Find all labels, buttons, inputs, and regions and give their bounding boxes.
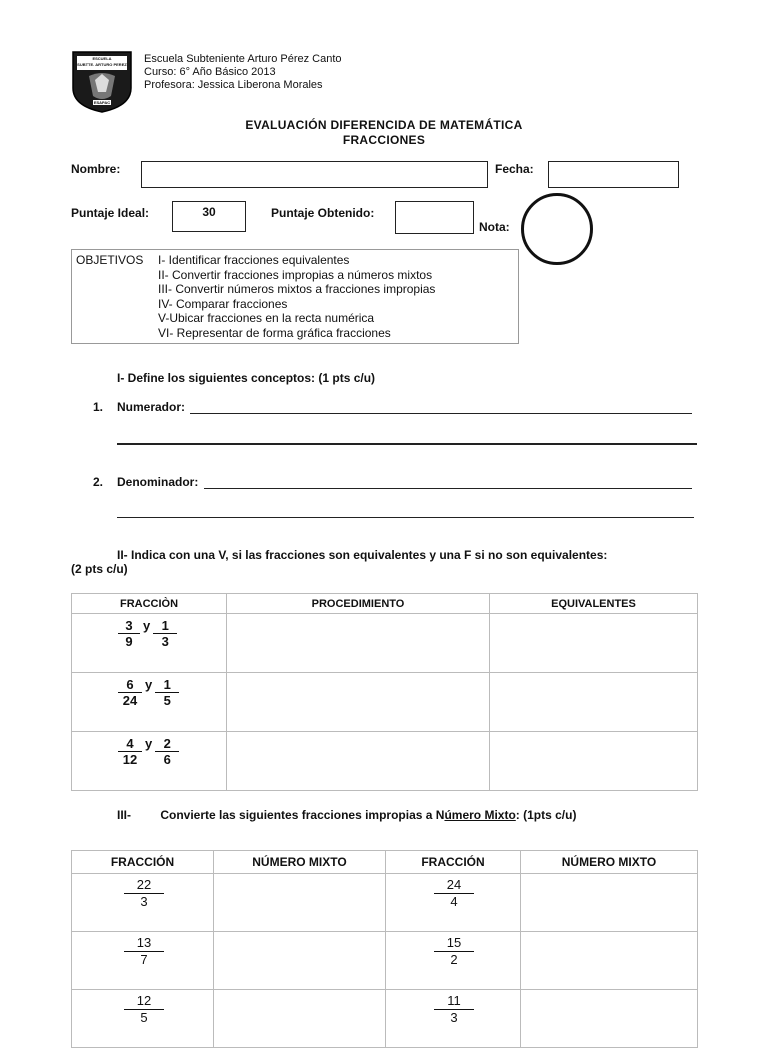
objectives-box xyxy=(71,249,519,344)
section2-heading: II- Indica con una V, si las fracciones son equivalentes y una F si no son equivalentes: xyxy=(117,548,608,562)
table-row xyxy=(72,990,698,1048)
mixed-number-cell[interactable] xyxy=(521,990,698,1048)
fraction-cell xyxy=(72,990,214,1048)
objective-item: I- Identificar fracciones equivalentes xyxy=(158,253,350,267)
mixed-number-cell[interactable] xyxy=(214,990,386,1048)
fraction: $\frac{1}{3}$ xyxy=(153,618,177,649)
objective-item: IV- Comparar fracciones xyxy=(158,296,288,311)
equivalent-cell[interactable] xyxy=(490,614,698,673)
ideal-score-label: Puntaje Ideal: xyxy=(71,206,150,220)
section3-underlined: úmero Mixto xyxy=(444,808,516,822)
col-equivalent: EQUIVALENTES xyxy=(490,594,698,614)
col-fraction-right: FRACCIÓN xyxy=(386,851,521,874)
procedure-cell[interactable] xyxy=(227,614,490,673)
objectives-label: OBJETIVOS xyxy=(76,253,144,267)
q1-number: 1. xyxy=(93,400,104,414)
obtained-score-label: Puntaje Obtenido: xyxy=(271,206,375,220)
logo-text-bottom: ESAPAC xyxy=(93,100,111,105)
fraction: $\frac{6}{24}$ xyxy=(118,677,142,708)
table-row xyxy=(72,874,698,932)
q1-label: Numerador: xyxy=(117,400,186,414)
date-label: Fecha: xyxy=(495,162,534,176)
exam-title xyxy=(0,118,768,148)
col-procedure: PROCEDIMIENTO xyxy=(227,594,490,614)
fraction: $\frac{2}{6}$ xyxy=(155,736,179,767)
fraction: $\frac{3}{9}$ xyxy=(118,618,140,649)
fraction: $\frac{1}{5}$ xyxy=(155,677,179,708)
fraction: $\frac{15}{2}$ xyxy=(434,935,474,968)
connector: y xyxy=(143,618,151,633)
objective-item: V-Ubicar fracciones en la recta numérica xyxy=(158,311,375,326)
course: Curso: 6° Año Básico 2013 xyxy=(144,66,276,78)
fraction: $\frac{11}{3}$ xyxy=(434,993,474,1026)
connector: y xyxy=(145,677,153,692)
table-header xyxy=(72,851,698,874)
ideal-score-box xyxy=(172,201,246,232)
school-logo xyxy=(71,50,133,114)
section2-heading-cont: (2 pts c/u) xyxy=(71,562,128,576)
fraction-cell xyxy=(72,932,214,990)
fraction: $\frac{4}{12}$ xyxy=(118,736,142,767)
q2-answer-line-2[interactable] xyxy=(117,517,694,518)
equivalence-table xyxy=(71,593,698,791)
col-mixed-right: NÚMERO MIXTO xyxy=(521,851,698,874)
fraction: $\frac{12}{5}$ xyxy=(124,993,164,1026)
section3-prefix: III- xyxy=(117,808,131,822)
name-label: Nombre: xyxy=(71,162,121,176)
col-fraction-left: FRACCIÓN xyxy=(72,851,214,874)
mixed-number-cell[interactable] xyxy=(521,874,698,932)
school-info xyxy=(144,53,342,92)
col-mixed-left: NÚMERO MIXTO xyxy=(214,851,386,874)
section3-suffix: : (1pts c/u) xyxy=(515,808,577,822)
fraction-pair-cell xyxy=(72,673,227,732)
equivalent-cell[interactable] xyxy=(490,732,698,791)
name-field[interactable] xyxy=(141,161,488,188)
ideal-score-value: 30 xyxy=(202,205,216,219)
table-row xyxy=(72,614,698,673)
equivalent-cell[interactable] xyxy=(490,673,698,732)
title-line1: EVALUACIÓN DIFERENCIDA DE MATEMÁTICA xyxy=(245,118,523,132)
obtained-score-field[interactable] xyxy=(395,201,474,234)
q2-answer-line-1[interactable] xyxy=(204,488,692,489)
mixed-number-cell[interactable] xyxy=(521,932,698,990)
title-line2: FRACCIONES xyxy=(342,133,426,147)
fraction-pair-cell xyxy=(72,732,227,791)
q2-number: 2. xyxy=(93,475,104,489)
mixed-number-cell[interactable] xyxy=(214,874,386,932)
fraction: $\frac{22}{3}$ xyxy=(124,877,164,910)
date-field[interactable] xyxy=(548,161,679,188)
procedure-cell[interactable] xyxy=(227,673,490,732)
objective-item: VI- Representar de forma gráfica fracciones xyxy=(158,325,391,340)
mixed-number-cell[interactable] xyxy=(214,932,386,990)
logo-text-mid: SUBTTE. ARTURO PEREZ xyxy=(77,62,127,67)
section3-heading xyxy=(117,808,576,822)
objectives-list xyxy=(158,253,435,341)
table-header xyxy=(72,594,698,614)
fraction-pair-cell xyxy=(72,614,227,673)
q2-label: Denominador: xyxy=(117,475,199,489)
fraction-cell xyxy=(386,874,521,932)
objective-item: II- Convertir fracciones impropias a números mixtos xyxy=(158,267,433,282)
section1-heading: I- Define los siguientes conceptos: (1 pts c/u) xyxy=(117,371,376,385)
objective-item: III- Convertir números mixtos a fracciones impropias xyxy=(158,282,436,297)
fraction: $\frac{13}{7}$ xyxy=(124,935,164,968)
school-name: Escuela Subteniente Arturo Pérez Canto xyxy=(144,53,342,65)
col-fraction: FRACCIÒN xyxy=(72,594,227,614)
section3-main: Convierte las siguientes fracciones impropias a N xyxy=(160,808,445,822)
fraction-cell xyxy=(386,932,521,990)
table-row xyxy=(72,673,698,732)
grade-circle[interactable] xyxy=(521,193,593,265)
fraction: $\frac{24}{4}$ xyxy=(434,877,474,910)
q1-answer-line-1[interactable] xyxy=(190,413,692,414)
procedure-cell[interactable] xyxy=(227,732,490,791)
logo-text-top: ESCUELA xyxy=(92,56,112,61)
connector: y xyxy=(145,736,153,751)
table-row xyxy=(72,732,698,791)
fraction-cell xyxy=(386,990,521,1048)
mixed-number-table xyxy=(71,850,698,1048)
fraction-cell xyxy=(72,874,214,932)
grade-label: Nota: xyxy=(479,220,510,234)
teacher: Profesora: Jessica Liberona Morales xyxy=(144,79,323,91)
q1-answer-line-2[interactable] xyxy=(117,443,697,445)
table-row xyxy=(72,932,698,990)
